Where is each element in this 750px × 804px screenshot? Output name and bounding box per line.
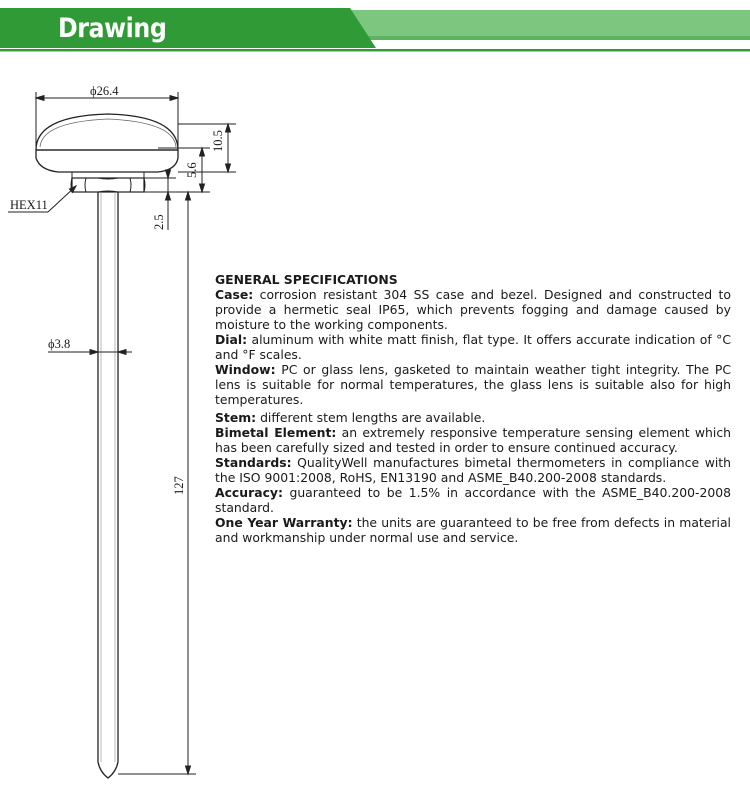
dim-case-height: 10.5 bbox=[211, 130, 225, 152]
section-header-banner bbox=[0, 0, 750, 62]
spec-label: Stem: bbox=[215, 410, 257, 425]
spec-text: an extremely responsive temperature sensing element which has been carefully sized and tested in order to ensure continued accuracy. bbox=[215, 425, 732, 455]
stem bbox=[98, 192, 118, 778]
spec-text: QualityWell manufactures bimetal thermometers in compliance with the ISO 9001:2008, RoHS, EN13190 and ASME_B40.200-2008 standards. bbox=[215, 455, 731, 485]
spec-label: Standards: bbox=[215, 455, 292, 470]
spec-case bbox=[215, 287, 731, 332]
spec-stem bbox=[215, 410, 731, 425]
hex-nut bbox=[71, 172, 145, 192]
spec-window bbox=[215, 362, 731, 407]
general-specifications bbox=[215, 272, 731, 545]
spec-warranty bbox=[215, 515, 731, 545]
spec-text: different stem lengths are available. bbox=[256, 410, 486, 425]
spec-text: PC or glass lens, gasketed to maintain weather tight integrity. The PC lens is suitable for normal temperatures, the glass lens is suitable also for high temperatures. bbox=[215, 362, 731, 407]
spec-text: the units are guaranteed to be free from defects in material and workmanship under normal use and service. bbox=[215, 515, 731, 545]
dim-stem-diameter: ϕ3.8 bbox=[48, 337, 71, 351]
spec-text: aluminum with white matt finish, flat type. It offers accurate indication of °C and °F scales. bbox=[215, 332, 731, 362]
dim-hex-height: 2.5 bbox=[152, 214, 166, 230]
spec-text: guaranteed to be 1.5% in accordance with the ASME_B40.200-2008 standard. bbox=[215, 485, 731, 515]
spec-accuracy bbox=[215, 485, 731, 515]
spec-dial bbox=[215, 332, 731, 362]
spec-label: Case: bbox=[215, 287, 254, 302]
dim-bezel-diameter: ϕ26.4 bbox=[90, 84, 119, 98]
section-title: Drawing bbox=[58, 13, 167, 44]
spec-label: Accuracy: bbox=[215, 485, 283, 500]
spec-label: Window: bbox=[215, 362, 276, 377]
specs-heading: GENERAL SPECIFICATIONS bbox=[215, 272, 398, 287]
dim-stem-length: 127 bbox=[172, 476, 186, 495]
spec-standards bbox=[215, 455, 731, 485]
dim-hex-label: HEX11 bbox=[10, 198, 48, 212]
spec-label: Dial: bbox=[215, 332, 248, 347]
spec-text: corrosion resistant 304 SS case and bezel. Designed and constructed to provide a hermetic seal IP65, which prevents fogging and damage caused by moisture to the working components. bbox=[215, 287, 731, 332]
spec-bimetal-element bbox=[215, 425, 731, 455]
case-body bbox=[36, 150, 178, 172]
spec-label: One Year Warranty: bbox=[215, 515, 353, 530]
dim-bezel-height: 5.6 bbox=[185, 162, 199, 178]
spec-label: Bimetal Element: bbox=[215, 425, 337, 440]
